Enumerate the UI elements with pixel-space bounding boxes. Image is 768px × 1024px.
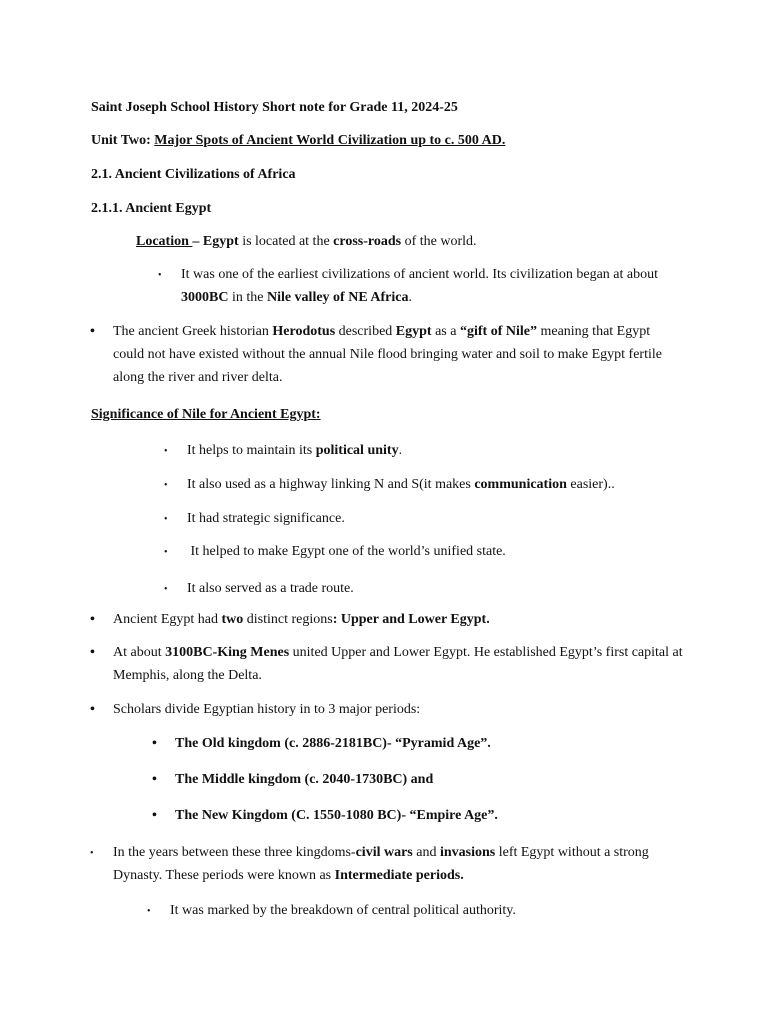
menes-paragraph: At about 3100BC-King Menes united Upper and Lower Egypt. He established Egypt’s first capital at Memphis, along the Delta. xyxy=(113,645,683,683)
herodotus-paragraph: The ancient Greek historian Herodotus described Egypt as a “gift of Nile” meaning that Egypt could not have existed without the annual Nile flood bringing water and soil to make Egypt fertile along the river and river delta. xyxy=(113,324,662,385)
significance-item: It helped to make Egypt one of the world’s unified state. xyxy=(187,544,506,559)
bullet-icon: • xyxy=(164,480,168,491)
significance-heading: Significance of Nile for Ancient Egypt: xyxy=(91,407,321,422)
bullet-icon: • xyxy=(164,446,168,457)
bullet-icon: • xyxy=(90,702,95,717)
bullet-icon: • xyxy=(158,270,162,281)
bullet-icon: • xyxy=(164,547,168,558)
location-bullet: It was one of the earliest civilizations of ancient world. Its civilization began at about 3000BC in the Nile valley of NE Africa. xyxy=(181,267,659,305)
bullet-icon: • xyxy=(152,736,157,751)
location-paragraph: Location – Egypt is located at the cross-roads of the world. xyxy=(136,234,477,249)
significance-item: It had strategic significance. xyxy=(187,511,345,526)
significance-item: It also served as a trade route. xyxy=(187,581,354,596)
bullet-icon: • xyxy=(90,645,95,660)
unit-heading: Unit Two: Major Spots of Ancient World Civilization up to c. 500 AD. xyxy=(91,133,506,148)
subsection-heading: 2.1.1. Ancient Egypt xyxy=(91,201,212,216)
bullet-icon: • xyxy=(164,584,168,595)
bullet-icon: • xyxy=(90,324,95,339)
bullet-icon: • xyxy=(147,906,151,917)
period-item: The New Kingdom (C. 1550-1080 BC)- “Empire Age”. xyxy=(175,808,498,823)
bullet-icon: • xyxy=(90,612,95,627)
significance-item: It also used as a highway linking N and S(it makes communication easier).. xyxy=(187,477,615,492)
bullet-icon: • xyxy=(90,848,94,859)
bullet-icon: • xyxy=(164,514,168,525)
periods-intro: Scholars divide Egyptian history in to 3 major periods: xyxy=(113,702,421,717)
period-item: The Middle kingdom (c. 2040-1730BC) and xyxy=(175,772,434,787)
bullet-icon: • xyxy=(152,808,157,823)
significance-item: It helps to maintain its political unity. xyxy=(187,443,403,458)
section-heading: 2.1. Ancient Civilizations of Africa xyxy=(91,167,296,182)
intermediate-subitem: It was marked by the breakdown of central political authority. xyxy=(170,903,516,918)
regions-paragraph: Ancient Egypt had two distinct regions: Upper and Lower Egypt. xyxy=(113,612,490,627)
intermediate-paragraph: In the years between these three kingdoms-civil wars and invasions left Egypt without a strong Dynasty. These periods were known as Intermediate periods. xyxy=(113,845,649,883)
bullet-icon: • xyxy=(152,772,157,787)
document-title: Saint Joseph School History Short note for Grade 11, 2024-25 xyxy=(91,100,458,115)
period-item: The Old kingdom (c. 2886-2181BC)- “Pyramid Age”. xyxy=(175,736,491,751)
